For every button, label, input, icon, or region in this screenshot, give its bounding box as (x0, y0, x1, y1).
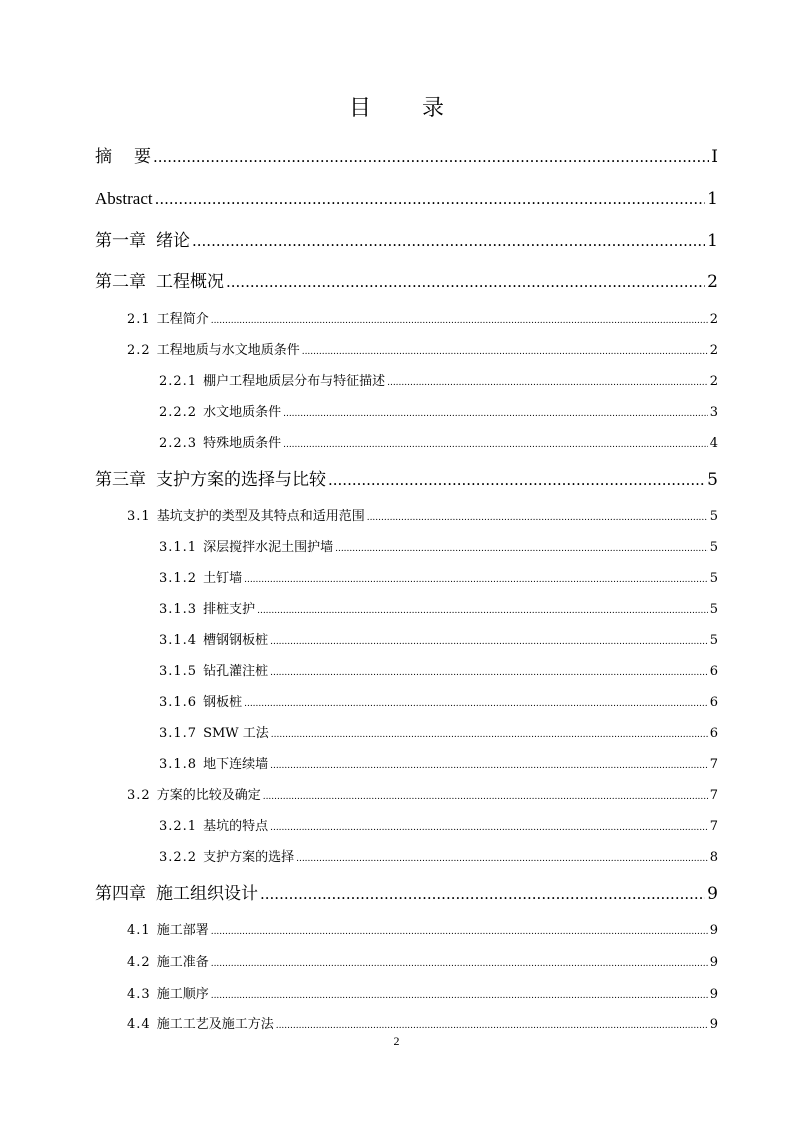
dot-leader (257, 599, 708, 623)
toc-entry-2-2[interactable] (0, 339, 793, 363)
toc-entry-title: Abstract (95, 189, 153, 208)
toc-entry-title: 施工部署 (156, 923, 209, 938)
toc-entry-number: 3.1.1 (159, 540, 198, 555)
toc-entry-number: 3.1.3 (159, 602, 198, 617)
toc-entry-number: 2.2.2 (159, 405, 198, 420)
toc-entry-page: 5 (709, 509, 718, 524)
toc-entry-number: 3.1.8 (159, 757, 198, 772)
toc-entry-page: 6 (709, 726, 718, 741)
toc-entry-title: 施工顺序 (156, 987, 209, 1002)
toc-entry-title: 方案的比较及确定 (156, 788, 261, 803)
toc-entry-number: 4.1 (127, 923, 151, 938)
toc-entry-title: 施工组织设计 (156, 884, 258, 904)
dot-leader (335, 537, 708, 561)
toc-entry-title: 基坑的特点 (203, 819, 269, 834)
toc-entry-page: 5 (709, 571, 718, 586)
toc-entry-number: 3.1 (127, 509, 151, 524)
toc-entry-page: 5 (707, 470, 718, 490)
toc-entry-page: 9 (709, 987, 718, 1002)
toc-entry-4-3[interactable] (0, 983, 793, 1007)
toc-entry-number: 第一章 (95, 231, 146, 251)
toc-entry-2-2-1[interactable] (0, 370, 793, 394)
toc-entry-3-1-3[interactable] (0, 598, 793, 622)
toc-entry-title: 工程简介 (156, 312, 209, 327)
toc-entry-3-1-7[interactable] (0, 722, 793, 746)
dot-leader (226, 270, 705, 294)
toc-entry-abstract-en[interactable] (0, 187, 793, 211)
toc-entry-page: 6 (709, 695, 718, 710)
toc-entry-page: 8 (709, 850, 718, 865)
toc-entry-page: 1 (707, 231, 718, 251)
toc-entry-chapter-3[interactable] (0, 468, 793, 492)
toc-entry-number: 3.1.2 (159, 571, 198, 586)
toc-entry-title: 特殊地质条件 (203, 436, 282, 451)
dot-leader (270, 630, 708, 654)
toc-entry-page: 5 (709, 633, 718, 648)
toc-entry-title: 工程地质与水文地质条件 (156, 343, 300, 358)
toc-entry-page: 9 (709, 1017, 718, 1032)
toc-entry-page: 2 (707, 272, 718, 292)
dot-leader (296, 847, 708, 871)
toc-entry-title: 排桩支护 (203, 602, 256, 617)
toc-entry-chapter-4[interactable] (0, 882, 793, 906)
dot-leader (211, 920, 708, 944)
toc-entry-number: 3.2.1 (159, 819, 198, 834)
toc-entry-2-1[interactable] (0, 308, 793, 332)
toc-entry-number: 2.2.1 (159, 374, 198, 389)
toc-entry-3-1[interactable] (0, 505, 793, 529)
toc-entry-page: 7 (709, 788, 718, 803)
toc-entry-chapter-1[interactable] (0, 229, 793, 253)
toc-entry-title: 钢板桩 (203, 695, 243, 710)
toc-entry-number: 2.1 (127, 312, 151, 327)
toc-entry-3-2[interactable] (0, 784, 793, 808)
toc-entry-number: 摘 (95, 147, 112, 167)
toc-entry-2-2-3[interactable] (0, 432, 793, 456)
toc-entry-page: 6 (709, 664, 718, 679)
toc-entry-number: 第二章 (95, 272, 146, 292)
toc-entry-page: 9 (709, 923, 718, 938)
toc-entry-3-2-2[interactable] (0, 846, 793, 870)
dot-leader (270, 816, 708, 840)
toc-entry-page: 1 (707, 189, 718, 209)
toc-entry-3-1-8[interactable] (0, 753, 793, 777)
toc-entry-3-2-1[interactable] (0, 815, 793, 839)
toc-entry-chapter-2[interactable] (0, 270, 793, 294)
toc-entry-page: 5 (709, 540, 718, 555)
dot-leader (260, 882, 705, 906)
toc-entry-3-1-1[interactable] (0, 536, 793, 560)
toc-entry-title: SMW 工法 (203, 726, 269, 741)
toc-entry-number: 3.2.2 (159, 850, 198, 865)
toc-entry-3-1-2[interactable] (0, 567, 793, 591)
toc-entry-number: 3.1.6 (159, 695, 198, 710)
dot-leader (283, 433, 708, 457)
toc-entry-title: 要 (134, 147, 151, 167)
toc-entry-number: 2.2 (127, 343, 151, 358)
toc-entry-2-2-2[interactable] (0, 401, 793, 425)
toc-entry-page: 4 (709, 436, 718, 451)
dot-leader (263, 785, 708, 809)
toc-entry-number: 2.2.3 (159, 436, 198, 451)
dot-leader (283, 402, 708, 426)
toc-entry-title: 绪论 (156, 231, 190, 251)
page-number: 2 (393, 1034, 400, 1048)
toc-entry-number: 4.2 (127, 955, 151, 970)
toc-entry-title: 支护方案的选择 (203, 850, 295, 865)
toc-entry-number: 4.4 (127, 1017, 151, 1032)
toc-entry-page: 2 (709, 343, 718, 358)
toc-entry-number: 3.1.5 (159, 664, 198, 679)
dot-leader (155, 187, 706, 211)
toc-entry-4-2[interactable] (0, 951, 793, 975)
dot-leader (244, 568, 708, 592)
toc-entry-title: 地下连续墙 (203, 757, 269, 772)
toc-entry-number: 3.2 (127, 788, 151, 803)
toc-entry-3-1-5[interactable] (0, 660, 793, 684)
toc-entry-title: 工程概况 (156, 272, 224, 292)
dot-leader (271, 723, 708, 747)
dot-leader (211, 952, 708, 976)
toc-entry-title: 土钉墙 (203, 571, 243, 586)
toc-entry-number: 3.1.7 (159, 726, 198, 741)
toc-entry-title: 钻孔灌注桩 (203, 664, 269, 679)
toc-entry-page: 3 (709, 405, 718, 420)
toc-entry-title: 棚户工程地质层分布与特征描述 (203, 374, 386, 389)
toc-entry-title: 水文地质条件 (203, 405, 282, 420)
dot-leader (244, 692, 708, 716)
toc-entry-page: 7 (709, 819, 718, 834)
dot-leader (387, 371, 708, 395)
toc-entry-number: 3.1.4 (159, 633, 198, 648)
dot-leader (192, 229, 705, 253)
toc-entry-title: 深层搅拌水泥土围护墙 (203, 540, 334, 555)
toc-entry-number: 第四章 (95, 884, 146, 904)
dot-leader (211, 984, 708, 1008)
toc-entry-page: 2 (709, 312, 718, 327)
toc-entry-title: 基坑支护的类型及其特点和适用范围 (156, 509, 365, 524)
toc-entry-3-1-6[interactable] (0, 691, 793, 715)
toc-entry-page: 7 (709, 757, 718, 772)
dot-leader (153, 145, 709, 169)
toc-entry-title: 施工工艺及施工方法 (156, 1017, 274, 1032)
toc-entry-number: 第三章 (95, 470, 146, 490)
toc-entry-page: 9 (709, 955, 718, 970)
dot-leader (302, 340, 708, 364)
toc-entry-page: 5 (709, 602, 718, 617)
toc-entry-title: 支护方案的选择与比较 (156, 470, 326, 490)
toc-entry-page: I (711, 147, 718, 167)
toc-entry-title: 施工准备 (156, 955, 209, 970)
page-title: 目 录 (349, 96, 466, 121)
toc-entry-4-1[interactable] (0, 919, 793, 943)
toc-entry-abstract-cn[interactable] (0, 145, 793, 169)
dot-leader (211, 309, 708, 333)
dot-leader (367, 506, 708, 530)
dot-leader (328, 468, 705, 492)
dot-leader (270, 661, 708, 685)
toc-entry-page: 9 (707, 884, 718, 904)
dot-leader (270, 754, 708, 778)
toc-entry-title: 槽钢钢板桩 (203, 633, 269, 648)
toc-entry-3-1-4[interactable] (0, 629, 793, 653)
toc-entry-page: 2 (709, 374, 718, 389)
toc-entry-number: 4.3 (127, 987, 151, 1002)
